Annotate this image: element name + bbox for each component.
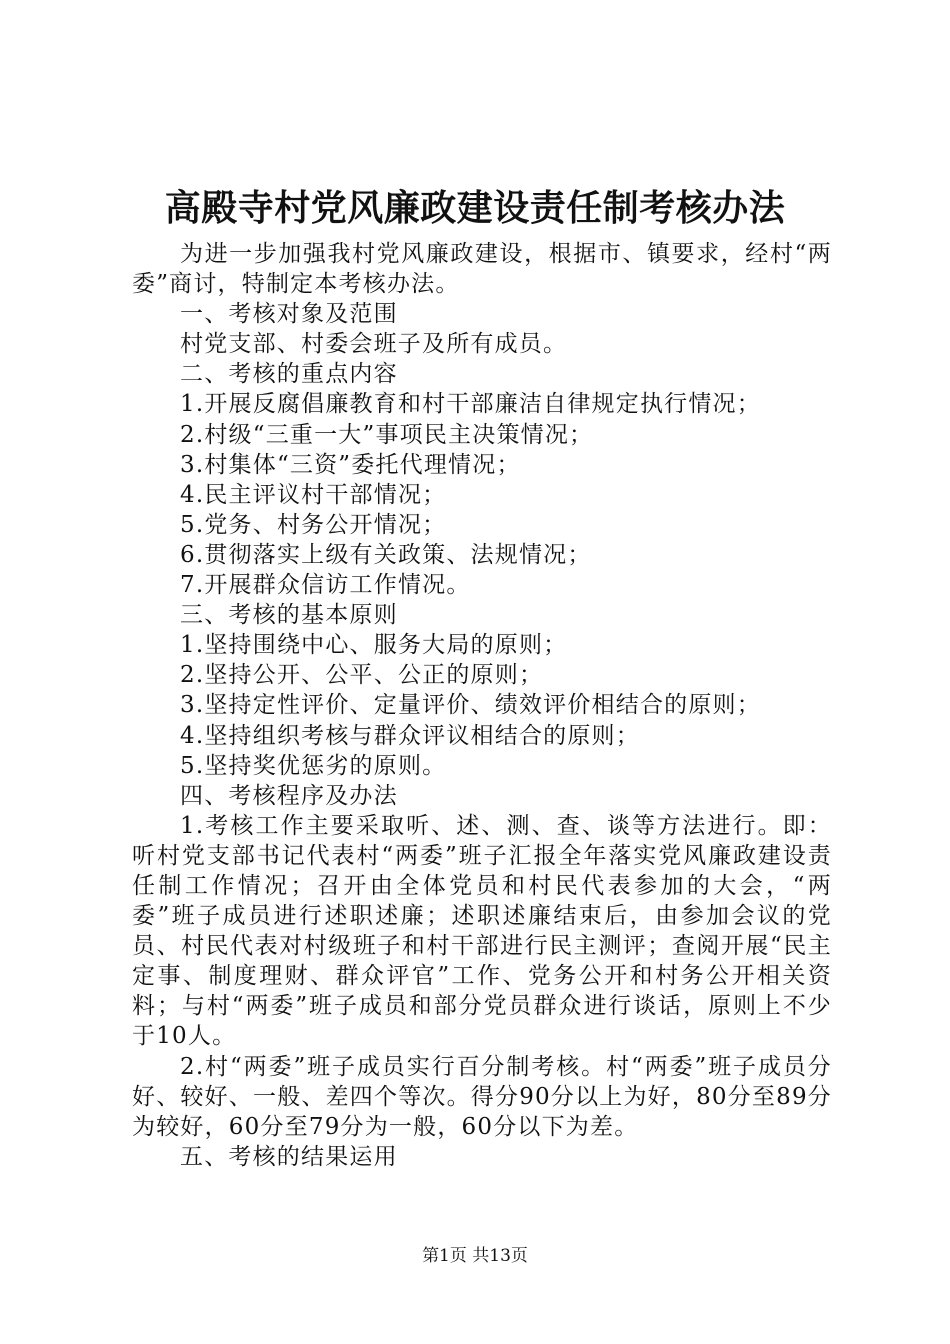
list-item: 5.坚持奖优惩劣的原则。 [180,752,447,779]
section-1-content: 村党支部、村委会班子及所有成员。 [180,331,568,358]
list-item: 6.贯彻落实上级有关政策、法规情况； [180,541,592,568]
list-item: 5.党务、村务公开情况； [180,511,447,538]
list-item: 1.坚持围绕中心、服务大局的原则； [180,632,568,659]
procedure-paragraph-2: 2.村“两委”班子成员实行百分制考核。村“两委”班子成员分好、较好、一般、差四个等次。得分90分以上为好，80分至89分为较好，60分至79分为一般，60分以下为差。 [132,1053,832,1140]
list-item: 1.开展反腐倡廉教育和村干部廉洁自律规定执行情况； [180,391,761,418]
document-body [132,239,832,1172]
intro-paragraph: 为进一步加强我村党风廉政建设，根据市、镇要求，经村“两委”商讨，特制定本考核办法。 [132,241,832,298]
list-item: 3.坚持定性评价、定量评价、绩效评价相结合的原则； [180,692,761,719]
list-item: 7.开展群众信访工作情况。 [180,572,471,599]
section-heading-2: 二、考核的重点内容 [180,361,398,388]
section-heading-1: 一、考核对象及范围 [180,301,398,328]
list-item: 4.坚持组织考核与群众评议相结合的原则； [180,722,640,749]
list-item: 3.村集体“三资”委托代理情况； [180,451,521,478]
section-heading-5: 五、考核的结果运用 [180,1143,398,1170]
section-heading-3: 三、考核的基本原则 [180,602,398,629]
list-item: 2.村级“三重一大”事项民主决策情况； [180,421,594,448]
document-title: 高殿寺村党风廉政建设责任制考核办法 [164,187,786,229]
list-item: 4.民主评议村干部情况； [180,481,447,508]
procedure-paragraph-1: 1.考核工作主要采取听、述、测、查、谈等方法进行。即：听村党支部书记代表村“两委”班子汇报全年落实党风廉政建设责任制工作情况；召开由全体党员和村民代表参加的大会，“两委”班子成员进行述职述廉；述职述廉结束后，由参加会议的党员、村民代表对村级班子和村干部进行民主测评；查阅开展“民主定事、制度理财、群众评官”工作、党务公开和村务公开相关资料；与村“两委”班子成员和部分党员群众进行谈话，原则上不少于10人。 [132,812,832,1050]
list-item: 2.坚持公开、公平、公正的原则； [180,662,544,689]
section-heading-4: 四、考核程序及办法 [180,782,398,809]
page-number: 第1页 共13页 [422,1246,528,1266]
